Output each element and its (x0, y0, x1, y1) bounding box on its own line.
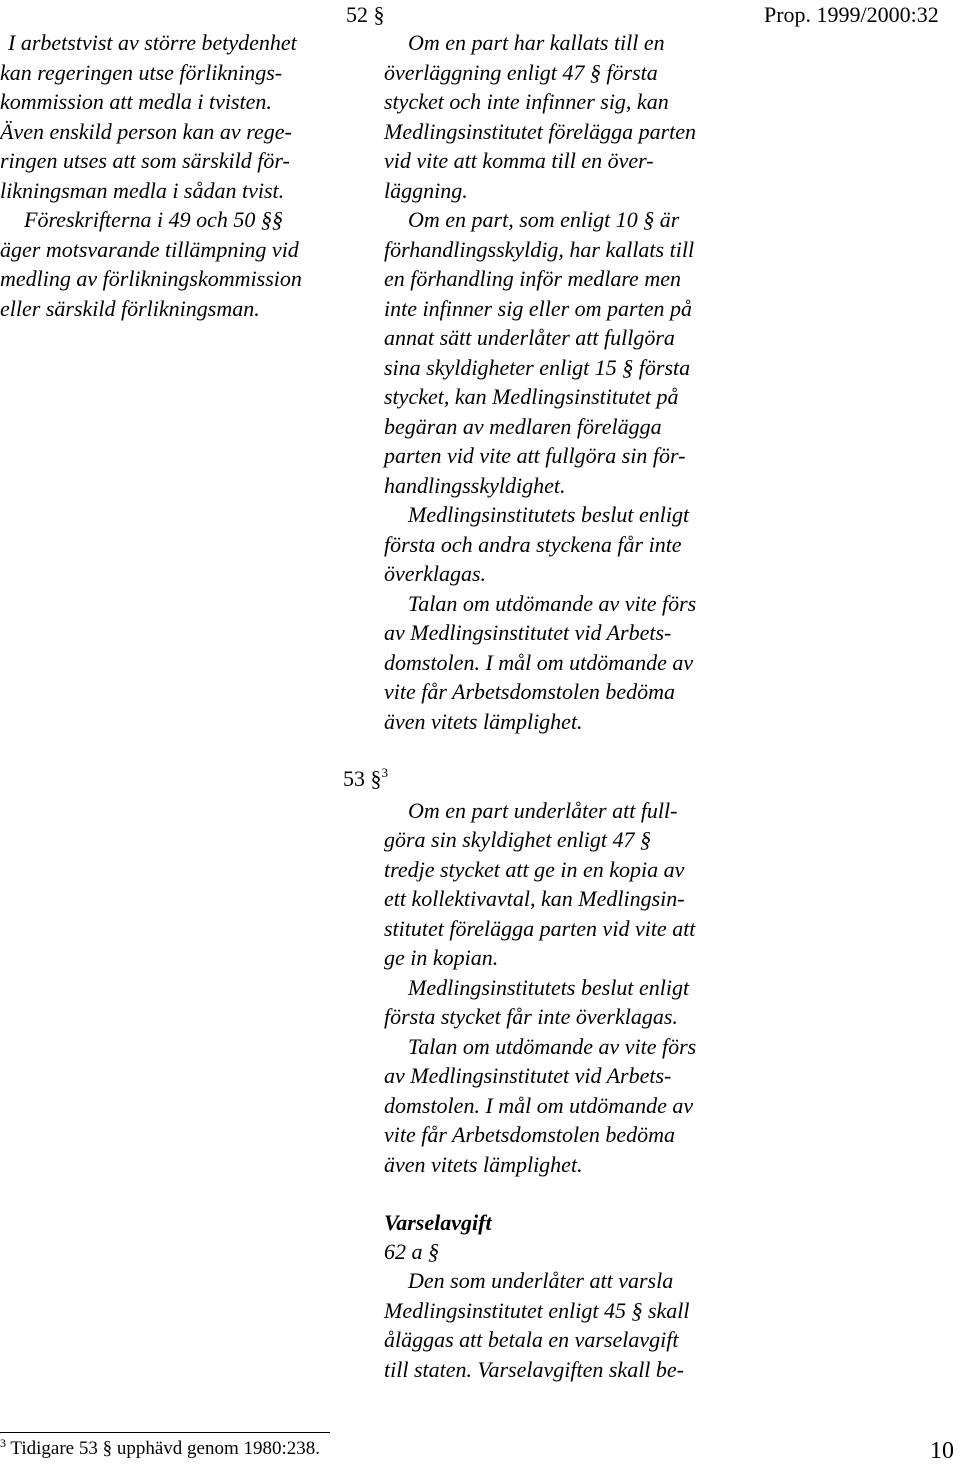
left-line: Föreskrifterna i 49 och 50 §§ (24, 207, 283, 232)
s52-line: parten vid vite att fullgöra sin för- (384, 443, 686, 468)
s52-line: Medlingsinstitutets beslut enligt (408, 502, 690, 527)
s52-line: stycket och inte infinner sig, kan (384, 89, 669, 114)
s52-line: vite får Arbetsdomstolen bedöma (384, 679, 676, 704)
footnote-text: Tidigare 53 § upphävd genom 1980:238. (10, 1438, 321, 1459)
left-line: Även enskild person kan av rege- (0, 119, 292, 144)
left-line: kan regeringen utse förliknings- (0, 60, 283, 85)
s53-line: göra sin skyldighet enligt 47 § (384, 827, 652, 852)
footnote-ref-3: 3 (381, 765, 388, 780)
left-line: eller särskild förlikningsman. (0, 296, 260, 321)
s52-line: Talan om utdömande av vite förs (408, 591, 697, 616)
s62a-line: Medlingsinstitutet enligt 45 § skall (384, 1298, 690, 1323)
s52-line: Om en part, som enligt 10 § är (408, 207, 680, 232)
s53-line: ge in kopian. (384, 945, 499, 970)
s52-line: läggning. (384, 178, 468, 203)
s52-line: av Medlingsinstitutet vid Arbets- (384, 620, 672, 645)
s53-line: vite får Arbetsdomstolen bedöma (384, 1122, 676, 1147)
page-number: 10 (930, 1438, 954, 1464)
left-line: ringen utses att som särskild för- (0, 148, 290, 173)
section-53-label (343, 765, 388, 791)
s52-line: vid vite att komma till en över- (384, 148, 654, 173)
left-line: likningsman medla i sådan tvist. (0, 178, 285, 203)
s53-line: Talan om utdömande av vite förs (408, 1034, 697, 1059)
s52-line: begäran av medlaren förelägga (384, 414, 662, 439)
s52-line: Medlingsinstitutet förelägga parten (384, 119, 697, 144)
s52-line: överläggning enligt 47 § första (384, 60, 658, 85)
s62a-line: Den som underlåter att varsla (408, 1268, 674, 1293)
s52-line: inte infinner sig eller om parten på (384, 296, 692, 321)
prop-reference: Prop. 1999/2000:32 (764, 2, 939, 27)
s52-line: även vitets lämplighet. (384, 709, 583, 734)
s53-line: ett kollektivavtal, kan Medlingsin- (384, 886, 685, 911)
s53-line: stitutet förelägga parten vid vite att (384, 916, 696, 941)
left-line: äger motsvarande tillämpning vid (0, 237, 299, 262)
s52-line: domstolen. I mål om utdömande av (384, 650, 694, 675)
s53-line: Om en part underlåter att full- (408, 798, 678, 823)
s52-line: Om en part har kallats till en (408, 30, 665, 55)
left-line: I arbetstvist av större betydenhet (8, 30, 297, 55)
left-line: kommission att medla i tvisten. (0, 89, 272, 114)
section-52-label: 52 § (346, 2, 385, 27)
footnote-mark: 3 (0, 1436, 6, 1450)
section-62a-label: 62 a § (384, 1239, 439, 1264)
s53-line: domstolen. I mål om utdömande av (384, 1093, 694, 1118)
s52-line: överklagas. (384, 561, 487, 586)
footnote (0, 1436, 321, 1459)
s53-line: av Medlingsinstitutet vid Arbets- (384, 1063, 672, 1088)
s62a-line: till staten. Varselavgiften skall be- (384, 1357, 685, 1382)
s52-line: sina skyldigheter enligt 15 § första (384, 355, 691, 380)
s52-line: annat sätt underlåter att fullgöra (384, 325, 675, 350)
s52-line: handlingsskyldighet. (384, 473, 566, 498)
left-line: medling av förlikningskommission (0, 266, 302, 291)
s53-line: första stycket får inte överklagas. (384, 1004, 678, 1029)
s52-line: stycket, kan Medlingsinstitutet på (384, 384, 679, 409)
s52-line: förhandlingsskyldig, har kallats till (384, 237, 695, 262)
s53-line: Medlingsinstitutets beslut enligt (408, 975, 690, 1000)
s53-line: tredje stycket att ge in en kopia av (384, 857, 685, 882)
s53-line: även vitets lämplighet. (384, 1152, 583, 1177)
s62a-line: åläggas att betala en varselavgift (384, 1327, 679, 1352)
varselavgift-heading: Varselavgift (384, 1210, 492, 1235)
section-53-number: 53 § (343, 766, 382, 791)
s52-line: en förhandling inför medlare men (384, 266, 681, 291)
s52-line: första och andra styckena får inte (384, 532, 682, 557)
footnote-rule (0, 1432, 330, 1433)
